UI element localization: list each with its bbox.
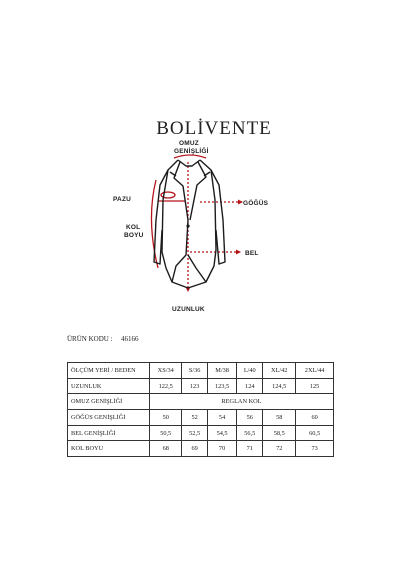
header-cell: M/38 — [207, 363, 236, 379]
table-cell: 58,5 — [263, 425, 296, 441]
table-cell: 50,5 — [150, 425, 182, 441]
table-cell: 52,5 — [182, 425, 207, 441]
label-uzunluk: UZUNLUK — [172, 306, 205, 313]
table-cell-span: REGLAN KOL — [150, 394, 334, 410]
header-cell: 2XL/44 — [296, 363, 334, 379]
table-cell: 124,5 — [263, 378, 296, 394]
label-omuz-genisligi: GENİŞLİĞİ — [174, 148, 209, 155]
product-code-label: ÜRÜN KODU : — [67, 335, 113, 343]
table-row — [68, 394, 334, 410]
waist-arrow-icon — [236, 250, 241, 255]
label-kol-boyu: BOYU — [124, 232, 144, 239]
label-gogus: GÖĞÜS — [243, 200, 269, 207]
table-header-row — [68, 363, 334, 379]
label-kol: KOL — [126, 224, 141, 231]
table-cell: 70 — [207, 441, 236, 457]
table-cell: 56 — [237, 410, 263, 426]
row-label: BEL GENİŞLİĞİ — [68, 425, 150, 441]
size-table — [67, 362, 334, 457]
header-cell: XL/42 — [263, 363, 296, 379]
row-label: OMUZ GENİŞLİĞİ — [68, 394, 150, 410]
table-cell: 123,5 — [207, 378, 236, 394]
button-icon — [186, 224, 189, 227]
table-row — [68, 425, 334, 441]
header-cell: XS/34 — [150, 363, 182, 379]
table-cell: 71 — [237, 441, 263, 457]
row-label: GÖĞÜS GENİŞLİĞİ — [68, 410, 150, 426]
table-cell: 73 — [296, 441, 334, 457]
arrow-heads — [186, 200, 244, 293]
header-cell: L/40 — [237, 363, 263, 379]
table-cell: 56,5 — [237, 425, 263, 441]
table-cell: 122,5 — [150, 378, 182, 394]
table-row — [68, 441, 334, 457]
header-cell: ÖLÇÜM YERİ / BEDEN — [68, 363, 150, 379]
table-cell: 52 — [182, 410, 207, 426]
table-cell: 72 — [263, 441, 296, 457]
coat-buttons — [186, 224, 189, 227]
table-cell: 123 — [182, 378, 207, 394]
table-row — [68, 378, 334, 394]
brand-name: BOLİVENTE — [156, 118, 272, 139]
table-cell: 125 — [296, 378, 334, 394]
row-label: UZUNLUK — [68, 378, 150, 394]
shoulder-arc — [174, 155, 206, 158]
table-cell: 69 — [182, 441, 207, 457]
row-label: KOL BOYU — [68, 441, 150, 457]
label-pazu: PAZU — [113, 196, 132, 203]
label-bel: BEL — [245, 250, 259, 257]
table-row — [68, 410, 334, 426]
table-cell: 124 — [237, 378, 263, 394]
table-cell: 68 — [150, 441, 182, 457]
label-omuz: OMUZ — [179, 140, 199, 147]
coat-outline — [154, 160, 225, 288]
table-cell: 60,5 — [296, 425, 334, 441]
table-cell: 58 — [263, 410, 296, 426]
product-code-value: 46166 — [121, 335, 139, 343]
table-cell: 60 — [296, 410, 334, 426]
table-cell: 54 — [207, 410, 236, 426]
header-cell: S/36 — [182, 363, 207, 379]
table-cell: 50 — [150, 410, 182, 426]
table-cell: 54,5 — [207, 425, 236, 441]
